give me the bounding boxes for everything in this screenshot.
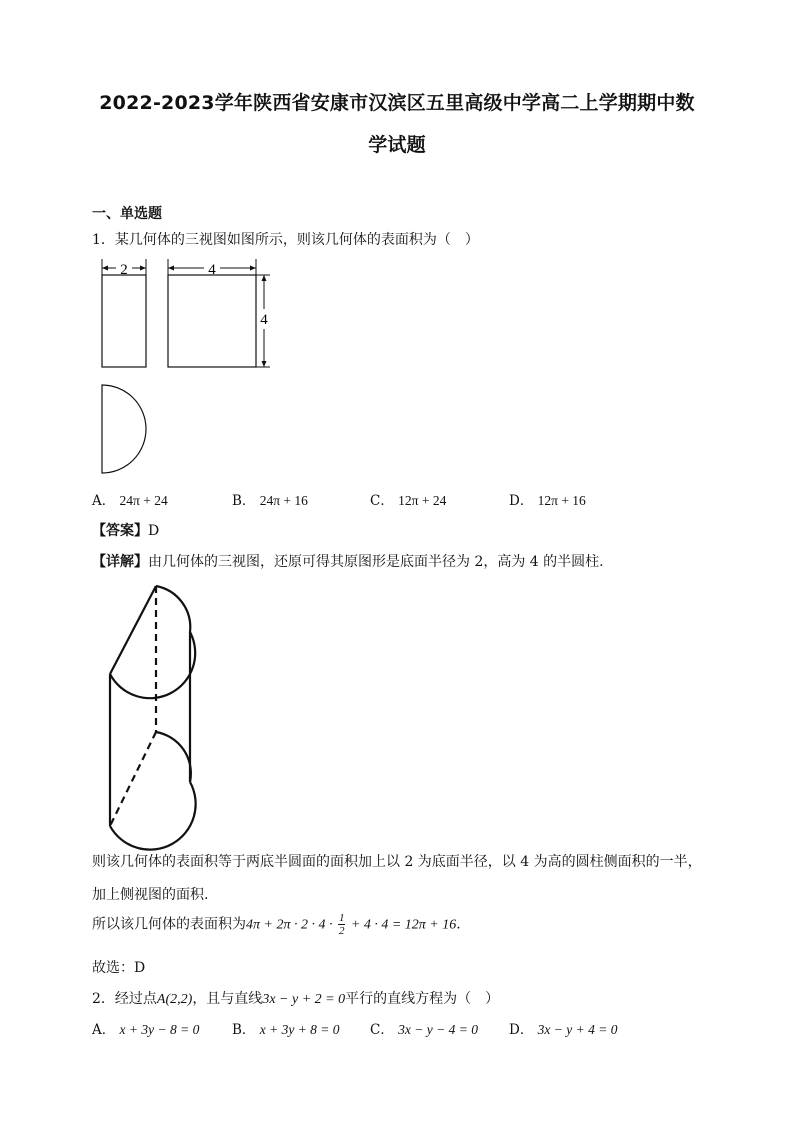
q1-explain-line1: 则该几何体的表面积等于两底半圆面的面积加上以 2 为底面半径，以 4 为高的圆柱侧面积的一半， (92, 854, 702, 870)
q1-option-a[interactable]: A． 24π + 24 (92, 493, 168, 509)
q2-option-a[interactable]: A． x + 3y − 8 = 0 (92, 1022, 200, 1038)
half-cylinder-figure (104, 580, 224, 835)
q1-detail: 【详解】由几何体的三视图，还原可得其原图形是底面半径为 2，高为 4 的半圆柱. (92, 554, 604, 570)
page-title-line2: 学试题 (368, 134, 426, 156)
q2-option-c[interactable]: C． 3x − y − 4 = 0 (370, 1022, 478, 1038)
q1-option-c[interactable]: C． 12π + 24 (370, 493, 447, 509)
q2-option-d[interactable]: D． 3x − y + 4 = 0 (509, 1022, 618, 1038)
q1-stem: 1．某几何体的三视图如图所示，则该几何体的表面积为（ ） (92, 232, 479, 248)
section-heading: 一、单选题 (92, 206, 162, 222)
q2-option-b[interactable]: B． x + 3y + 8 = 0 (232, 1022, 340, 1038)
fraction-half: $\frac{1}{2}$ (338, 912, 345, 937)
dim-label-4-right: 4 (260, 312, 268, 328)
q1-answer: 【答案】D (92, 523, 160, 539)
q1-formula: 所以该几何体的表面积为4π + 2π · 2 · 4 · $\frac{1}{2}$ + 4 · 4 = 12π + 16. (92, 912, 461, 937)
three-view-figure (96, 255, 276, 477)
page-title-line1: 2022-2023学年陕西省安康市汉滨区五里高级中学高二上学期期中数 (99, 92, 695, 114)
q2-stem: 2．经过点A(2,2)，且与直线3x − y + 2 = 0平行的直线方程为（ ） (92, 991, 500, 1007)
dim-label-4-top: 4 (208, 262, 216, 278)
dim-label-2: 2 (120, 262, 128, 278)
q1-option-b[interactable]: B． 24π + 16 (232, 493, 308, 509)
q1-option-d[interactable]: D． 12π + 16 (509, 493, 586, 509)
q1-conclusion: 故选：D (92, 960, 146, 976)
q1-explain-line2: 加上侧视图的面积. (92, 887, 209, 903)
